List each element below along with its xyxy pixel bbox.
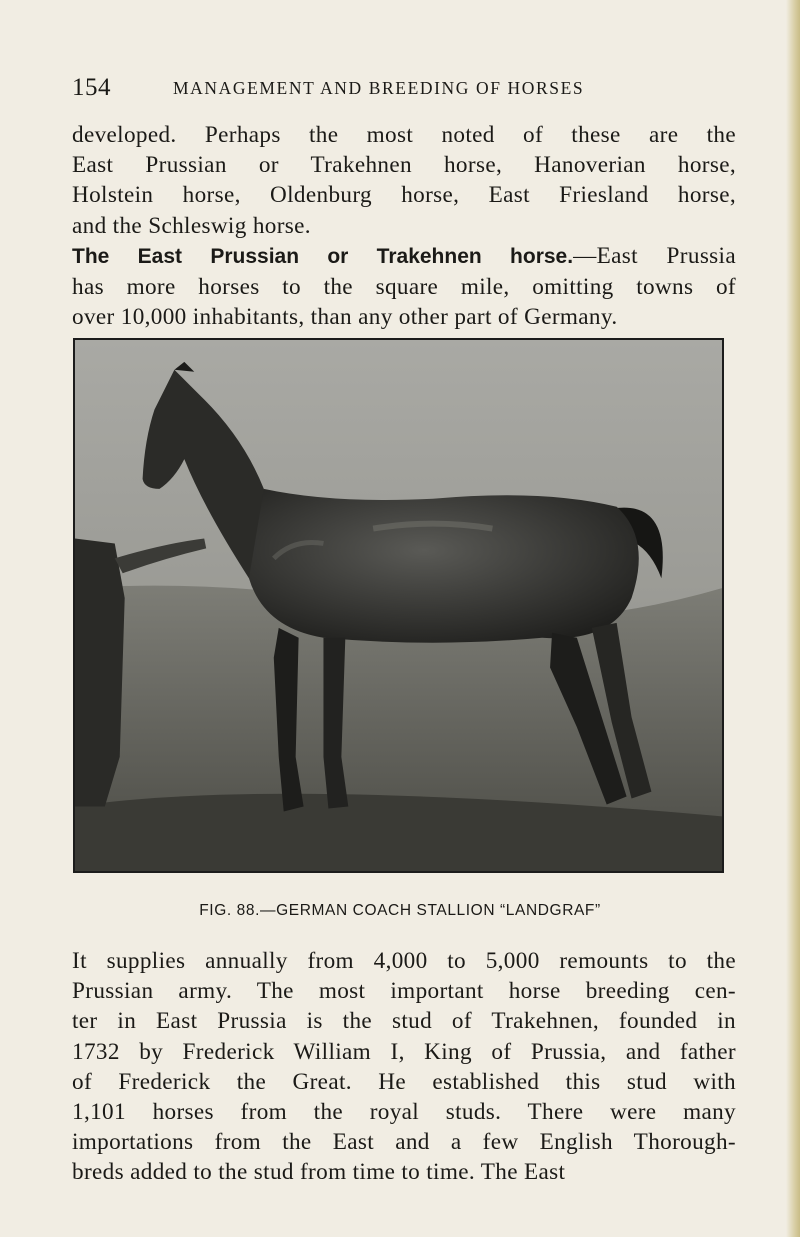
text-line: over 10,000 inhabitants, than any other part of Germany. [72,304,618,331]
text-line: importations from the East and a few English Thorough- [72,1129,736,1156]
text-line: 1,101 horses from the royal studs. There were many [72,1099,736,1126]
paragraph-3 [72,946,736,1188]
paragraph-2 [72,241,736,333]
text-line: ter in East Prussia is the stud of Trakehnen, founded in [72,1008,736,1035]
figure-caption: FIG. 88.—GERMAN COACH STALLION “LANDGRAF” [199,902,601,919]
page-edge [786,0,800,1237]
page-number: 154 [72,74,111,101]
paragraph-1 [72,120,736,241]
text-line: Holstein horse, Oldenburg horse, East Friesland horse, [72,182,736,209]
text-line [72,241,736,272]
stallion-photograph [73,338,724,873]
running-head [72,74,732,104]
text-line: developed. Perhaps the most noted of these are the [72,122,736,148]
text-line: and the Schleswig horse. [72,212,311,239]
text-line: East Prussian or Trakehnen horse, Hanoverian horse, [72,152,736,179]
text-line: has more horses to the square mile, omitting towns of [72,274,736,301]
running-head-title: MANAGEMENT AND BREEDING OF HORSES [173,78,585,98]
horse-illustration [75,340,722,871]
text-line: It supplies annually from 4,000 to 5,000 remounts to the [72,948,736,974]
text-line: breds added to the stud from time to time. The East [72,1159,566,1186]
section-heading: The East Prussian or Trakehnen horse. [72,245,574,268]
text-line: Prussian army. The most important horse breeding cen- [72,978,736,1005]
text-line: of Frederick the Great. He established this stud with [72,1068,736,1095]
text-line: 1732 by Frederick William I, King of Prussia, and father [72,1038,736,1065]
text-run: —East Prussia [573,243,736,269]
